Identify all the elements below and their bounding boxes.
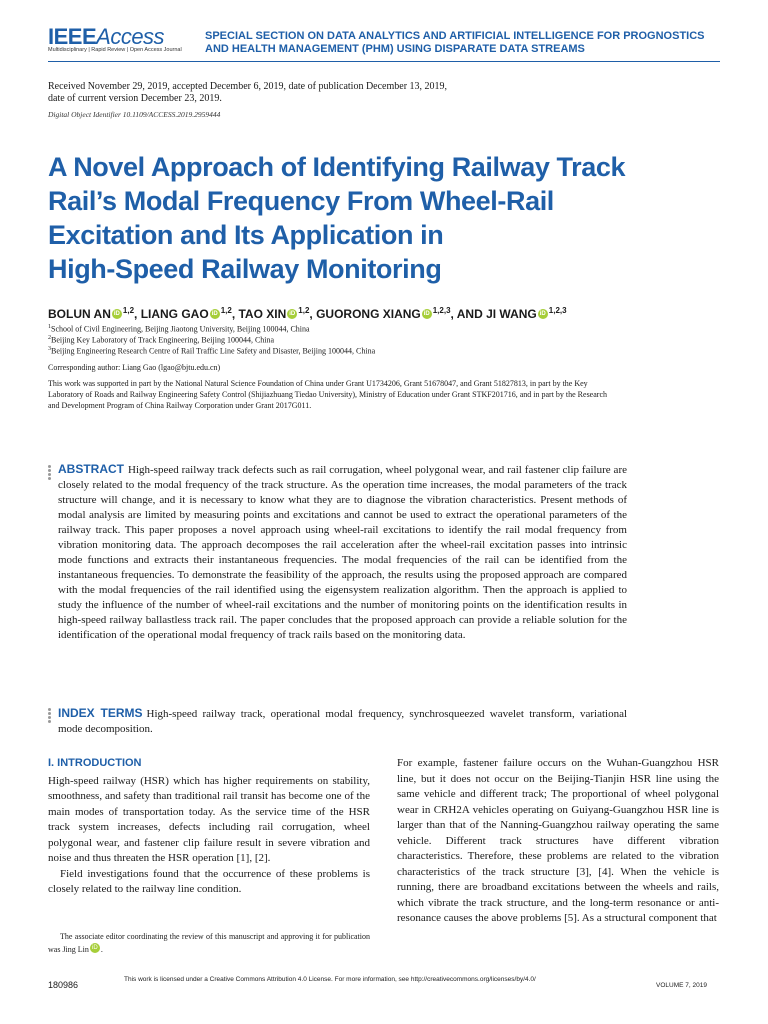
author-affil: 1,2,3 [432,306,451,315]
license-notice: This work is licensed under a Creative Commons Attribution 4.0 License. For more information, see http://creativecommons.org/licenses/by/4.0/ [124,976,536,983]
header-divider [48,61,720,62]
title-line-3: Excitation and Its Application in [48,220,444,250]
logo-access-text: Access [96,24,165,49]
paper-title [48,150,668,286]
editor-footnote: The associate editor coordinating the review of this manuscript and approving it for publication was Jing Lin iD . [48,932,370,954]
abstract-text: High-speed railway track defects such as rail corrugation, wheel polygonal wear, and rail fastener clip failure are closely related to the modal frequency of the track structure. As the operation time increases, the modal parameters of the track structure will change, and it is necessary to know what they are to diagnose the vibration characteristics. Present methods of modal analysis are limited by measuring points and excitations and cannot be used to extract the operational parameters of the railway track. This paper proposes a novel approach using wheel-rail excitations to identify the rail modal frequency from vibration monitoring data. The approach decomposes the rail acceleration after the wheel-rail excitation passes into intrinsic mode functions and extracts their instantaneous frequencies. The modal frequencies of the rail can be identified from the instantaneous frequencies. To demonstrate the feasibility of the approach, the results using the proposed approach are compared with the modal frequencies of the rail identified using the eigensystem realization algorithm. Then the approach is applied to study the influence of the number of wheel-rail excitations and the number of monitoring points on the identification results in high-speed railway ballastless track rail. The paper concludes that the proposed approach can provide a reliable solution for the identification of the operational modal frequency of track rails based on the monitoring data. [58,464,627,641]
abstract-label: ABSTRACT [58,462,124,476]
page-number: 180986 [48,980,79,990]
dates-line-2: date of current version December 23, 2019. [48,93,222,104]
intro-left-column [48,756,370,898]
intro-right-column [397,756,719,927]
footnote-text: The associate editor coordinating the review of this manuscript and approving it for publication was Jing Lin [48,932,370,954]
author-affil: 1,2 [298,306,310,315]
author-name: LIANG GAO [140,307,209,321]
orcid-icon[interactable]: iD [289,311,296,317]
orcid-icon[interactable]: iD [90,943,100,953]
abstract [58,462,627,643]
index-terms [58,706,627,737]
author-affil: 1,2 [122,306,135,315]
logo-tagline: Multidisciplinary | Rapid Review | Open Access Journal [48,47,182,53]
intro-paragraph-3: For example, fastener failure occurs on the Wuhan-Guangzhou HSR line, but it does not occur on the Beijing-Tianjin HSR line using the same vehicle and different track; The proportional of wheel polygonal wear in CRH2A vehicles operating on Guiyang-Guangzhou HSR line is larger than that of the Nanning-Guangzhou railway operating the same vehicle. Different track structures have different vibration characteristics. Therefore, these problems are related to the vibration characteristics of the track structure [3], [4]. When the vehicle is running, there are broadband excitations between the wheels and rails, which vibrate the track structure, and the long-term resonance or anti-resonance causes the above problems [5]. As a structural component that [397,757,719,924]
index-terms-label: INDEX TERMS [58,706,143,720]
orcid-icon[interactable]: iD [211,311,218,317]
section-header-line-2: AND HEALTH MANAGEMENT (PHM) USING DISPARATE DATA STREAMS [205,43,585,55]
corresponding-author: Corresponding author: Liang Gao (lgao@bjtu.edu.cn) [48,363,221,372]
volume-info: VOLUME 7, 2019 [656,982,707,989]
special-section-header [205,30,725,56]
intro-paragraph-1: High-speed railway (HSR) which has higher requirements on stability, smoothness, and safety than traditional rail transit has become one of the main modes of transportation today. As the service time of the HSR track system increases, defects including rail corrugation, wheel polygonal wear, and fastener clip failure result in severe vibration and noise and thus threaten the HSR operation [1], [2]. [48,774,370,864]
abstract-marker [48,464,54,481]
orcid-icon[interactable]: iD [113,311,120,317]
affiliation-2: $^2$Beijing Key Laboratory of Track Engineering, Beijing 100044, China [48,335,275,345]
author-affil: 1,2,3 [548,306,567,315]
title-line-2: Rail’s Modal Frequency From Wheel-Rail [48,186,554,216]
orcid-icon[interactable]: iD [539,311,546,317]
intro-heading: I. INTRODUCTION [48,757,142,769]
title-line-1: A Novel Approach of Identifying Railway Track [48,152,626,182]
intro-paragraph-2: Field investigations found that the occurrence of these problems is closely related to the railway line condition. [48,867,370,895]
author-list: BOLUN AN iD $^{1,2}$, LIANG GAO iD $^{1,2}$, TAO XIN iD $^{1,2}$, GUORONG XIANG iD $^{1,2,3}$, AND JI WANG iD $^{1,2,3}$ [48,306,567,321]
index-terms-text: High-speed railway track, operational modal frequency, synchrosqueezed wavelet transform, variational mode decomposition. [58,708,628,735]
section-header-line-1: SPECIAL SECTION ON DATA ANALYTICS AND ARTIFICIAL INTELLIGENCE FOR PROGNOSTICS [205,30,705,42]
author-name: JI WANG [486,307,537,321]
title-line-4: High-Speed Railway Monitoring [48,254,442,284]
author-name: BOLUN AN [48,307,111,321]
affiliation-1: $^1$School of Civil Engineering, Beijing Jiaotong University, Beijing 100044, China [48,324,310,334]
doi: Digital Object Identifier 10.1109/ACCESS.2019.2959444 [48,110,221,119]
publication-dates [48,81,528,105]
orcid-icon[interactable]: iD [423,311,430,317]
logo-ieee-text: IEEE [48,24,97,49]
affiliation-3: $^3$Beijing Engineering Research Centre of Rail Traffic Line Safety and Disaster, Beijing 100044, China [48,346,376,356]
funding-statement: This work was supported in part by the National Natural Science Foundation of China under Grant U1734206, Grant 51678047, and Grant 51827813, in part by the Key Laboratory of Roads and Railway Engineering Safety Control (Shijiazhuang Tiedao University), Ministry of Education under Grant STKF201716, and in part by the Research and Development Program of China Railway Corporation under Grant 2017G011. [48,379,607,410]
author-name: TAO XIN [238,307,287,321]
index-terms-marker [48,707,54,724]
author-name: GUORONG XIANG [316,307,421,321]
dates-line-1: Received November 29, 2019, accepted December 6, 2019, date of publication December 13, 2019, [48,81,448,92]
author-affil: 1,2 [220,306,232,315]
